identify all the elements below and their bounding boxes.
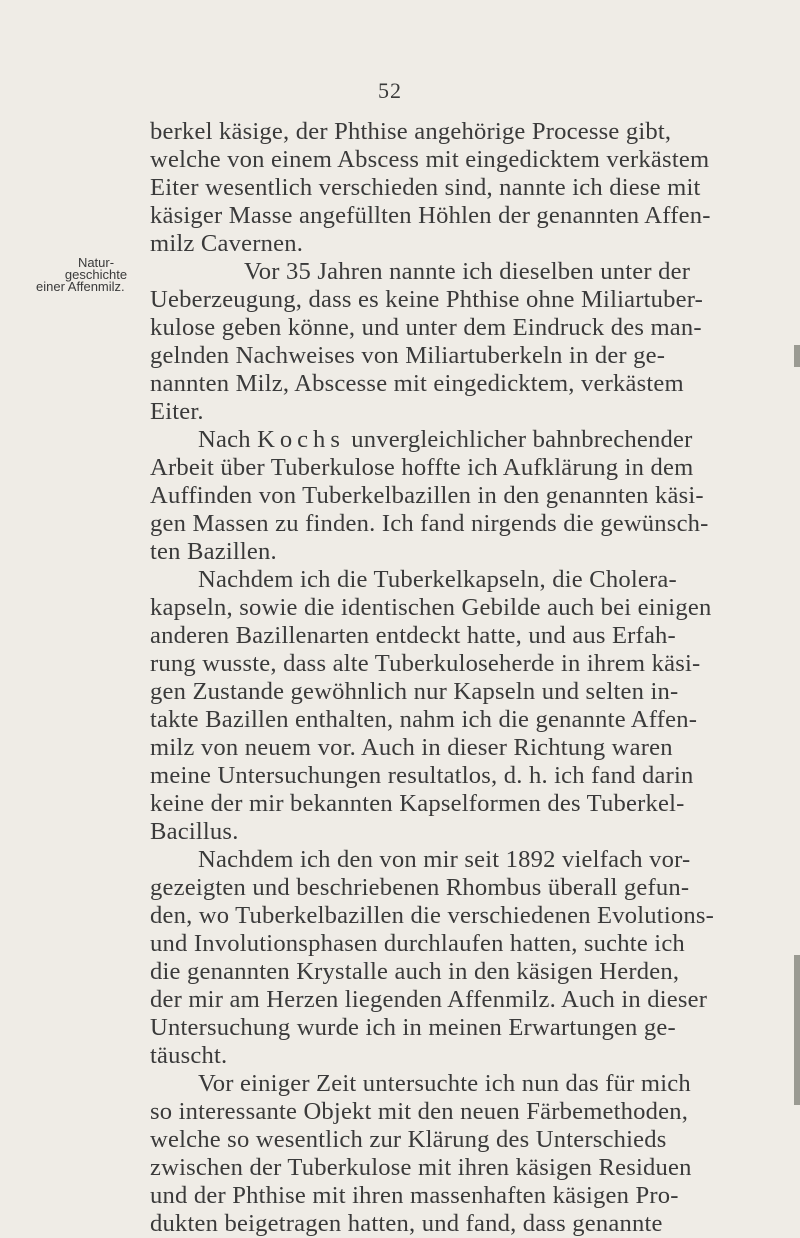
text-line: kapseln, sowie die identischen Gebilde auch bei einigen [150, 594, 712, 621]
text-line: käsiger Masse angefüllten Höhlen der genannten Affen- [150, 202, 711, 229]
text-line: Auffinden von Tuberkelbazillen in den genannten käsi- [150, 482, 704, 509]
scan-edge-mark [794, 955, 800, 1105]
text-line: Untersuchung wurde ich in meinen Erwartungen ge- [150, 1014, 676, 1041]
text-line: rung wusste, dass alte Tuberkuloseherde in ihrem käsi- [150, 650, 701, 677]
text-line: gezeigten und beschriebenen Rhombus überall gefun- [150, 874, 690, 901]
text-line: Ueberzeugung, dass es keine Phthise ohne Miliartuber- [150, 286, 704, 313]
text-line: die genannten Krystalle auch in den käsigen Herden, [150, 958, 680, 985]
text-line: Arbeit über Tuberkulose hoffte ich Aufklärung in dem [150, 454, 694, 481]
text-line: milz von neuem vor. Auch in dieser Richtung waren [150, 734, 673, 761]
margin-note-line: Natur- [77, 255, 115, 270]
text-line: so interessante Objekt mit den neuen Färbemethoden, [150, 1098, 689, 1125]
text-line: berkel käsige, der Phthise angehörige Processe gibt, [150, 118, 672, 145]
text-line: den, wo Tuberkelbazillen die verschiedenen Evolutions- [150, 902, 715, 929]
text-line: nannten Milz, Abscesse mit eingedicktem, verkästem [150, 370, 684, 397]
page-number: 52 [378, 78, 402, 103]
text-line: ten Bazillen. [150, 538, 277, 565]
text-line: und der Phthise mit ihren massenhaften käsigen Pro- [150, 1182, 679, 1209]
text-line: Eiter. [150, 398, 204, 425]
text-fragment: Nach [198, 426, 251, 453]
text-line: zwischen der Tuberkulose mit ihren käsigen Residuen [150, 1154, 692, 1181]
text-line: milz Cavernen. [150, 230, 304, 257]
text-line: dukten beigetragen hatten, und fand, dass genannte [150, 1210, 663, 1237]
text-line: Eiter wesentlich verschieden sind, nannte ich diese mit [150, 174, 701, 201]
text-line: und Involutionsphasen durchlaufen hatten, suchte ich [150, 930, 685, 957]
text-line: takte Bazillen enthalten, nahm ich die genannte Affen- [150, 706, 698, 733]
text-line: keine der mir bekannten Kapselformen des Tuberkel- [150, 790, 685, 817]
body-text [150, 118, 760, 1238]
paragraph-first-line: Nachdem ich den von mir seit 1892 vielfach vor- [198, 846, 691, 873]
margin-note [36, 255, 152, 294]
margin-note-line: einer Affenmilz. [36, 279, 125, 294]
text-line: Bacillus. [150, 818, 239, 845]
text-line: gelnden Nachweises von Miliartuberkeln in der ge- [150, 342, 666, 369]
paragraph-first-line [150, 426, 760, 454]
text-line: anderen Bazillenarten entdeckt hatte, und aus Erfah- [150, 622, 676, 649]
author-name-spaced: Kochs [257, 426, 345, 453]
text-line: der mir am Herzen liegenden Affenmilz. Auch in dieser [150, 986, 708, 1013]
text-line: kulose geben könne, und unter dem Eindruck des man- [150, 314, 702, 341]
text-line: gen Massen zu finden. Ich fand nirgends die gewünsch- [150, 510, 709, 537]
text-line: täuscht. [150, 1042, 228, 1069]
text-line: meine Untersuchungen resultatlos, d. h. ich fand darin [150, 762, 694, 789]
text-line: gen Zustande gewöhnlich nur Kapseln und selten in- [150, 678, 679, 705]
text-line: welche so wesentlich zur Klärung des Unterschieds [150, 1126, 667, 1153]
paragraph-first-line: Nachdem ich die Tuberkelkapseln, die Cholera- [198, 566, 677, 593]
paragraph-first-line: Vor 35 Jahren nannte ich dieselben unter der [244, 258, 691, 285]
paragraph-first-line: Vor einiger Zeit untersuchte ich nun das für mich [198, 1070, 691, 1097]
text-line: welche von einem Abscess mit eingedicktem verkästem [150, 146, 710, 173]
margin-note-line: geschichte [64, 267, 128, 282]
text-fragment: unvergleichlicher bahnbrechender [351, 426, 693, 453]
scan-edge-mark [794, 345, 800, 367]
